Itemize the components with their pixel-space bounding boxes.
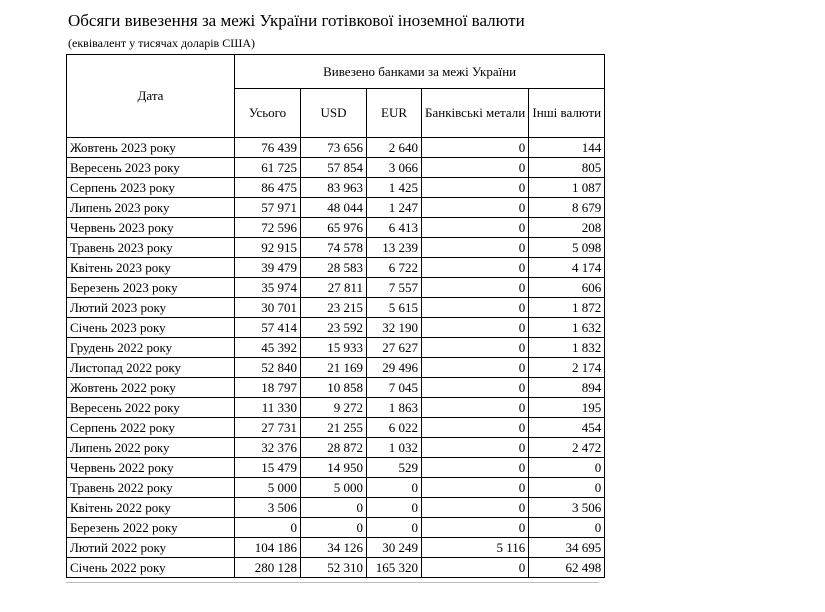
cell-bank-metals: 0 <box>422 178 529 198</box>
cell-total: 39 479 <box>235 258 301 278</box>
cell-eur: 2 640 <box>367 138 422 158</box>
cell-other-currencies: 4 174 <box>529 258 605 278</box>
cell-usd: 10 858 <box>301 378 367 398</box>
row-date: Березень 2023 року <box>67 278 235 298</box>
row-date: Жовтень 2022 року <box>67 378 235 398</box>
column-header-other-currencies: Інші валюти <box>529 89 605 138</box>
cell-other-currencies: 0 <box>529 518 605 538</box>
cell-usd: 57 854 <box>301 158 367 178</box>
cell-total: 57 971 <box>235 198 301 218</box>
cell-bank-metals: 0 <box>422 398 529 418</box>
row-date: Грудень 2022 року <box>67 338 235 358</box>
row-date: Серпень 2022 року <box>67 418 235 438</box>
table-row <box>67 178 605 198</box>
table-body <box>67 138 605 578</box>
table-row <box>67 558 605 578</box>
cell-other-currencies: 195 <box>529 398 605 418</box>
cell-total: 86 475 <box>235 178 301 198</box>
cell-total: 104 186 <box>235 538 301 558</box>
cell-total: 92 915 <box>235 238 301 258</box>
column-header-total: Усього <box>235 89 301 138</box>
cell-total: 15 479 <box>235 458 301 478</box>
cell-bank-metals: 0 <box>422 338 529 358</box>
cell-bank-metals: 0 <box>422 278 529 298</box>
row-date: Липень 2023 року <box>67 198 235 218</box>
table-row <box>67 138 605 158</box>
cell-other-currencies: 2 472 <box>529 438 605 458</box>
cell-total: 45 392 <box>235 338 301 358</box>
cell-usd: 0 <box>301 498 367 518</box>
cell-bank-metals: 0 <box>422 298 529 318</box>
cell-usd: 21 255 <box>301 418 367 438</box>
row-date: Лютий 2023 року <box>67 298 235 318</box>
row-date: Травень 2022 року <box>67 478 235 498</box>
cell-eur: 27 627 <box>367 338 422 358</box>
cell-usd: 48 044 <box>301 198 367 218</box>
bottom-divider <box>66 582 599 583</box>
date-column-header: Дата <box>67 55 235 138</box>
table-row <box>67 518 605 538</box>
cell-eur: 1 247 <box>367 198 422 218</box>
table-row <box>67 418 605 438</box>
cell-usd: 28 583 <box>301 258 367 278</box>
cell-eur: 0 <box>367 478 422 498</box>
cell-other-currencies: 0 <box>529 478 605 498</box>
cell-total: 5 000 <box>235 478 301 498</box>
table-header <box>67 55 605 138</box>
table-row <box>67 538 605 558</box>
cell-usd: 23 215 <box>301 298 367 318</box>
row-date: Січень 2022 року <box>67 558 235 578</box>
table-row <box>67 338 605 358</box>
cell-total: 0 <box>235 518 301 538</box>
table-row <box>67 238 605 258</box>
table-row <box>67 198 605 218</box>
cell-bank-metals: 0 <box>422 358 529 378</box>
cell-usd: 27 811 <box>301 278 367 298</box>
cell-eur: 1 032 <box>367 438 422 458</box>
cell-bank-metals: 0 <box>422 438 529 458</box>
cell-total: 57 414 <box>235 318 301 338</box>
cell-bank-metals: 0 <box>422 258 529 278</box>
cell-total: 27 731 <box>235 418 301 438</box>
cell-total: 30 701 <box>235 298 301 318</box>
cell-other-currencies: 208 <box>529 218 605 238</box>
column-header-usd: USD <box>301 89 367 138</box>
cell-other-currencies: 144 <box>529 138 605 158</box>
cell-total: 76 439 <box>235 138 301 158</box>
cell-total: 72 596 <box>235 218 301 238</box>
cell-usd: 0 <box>301 518 367 538</box>
cell-bank-metals: 0 <box>422 198 529 218</box>
cell-other-currencies: 8 679 <box>529 198 605 218</box>
cell-total: 3 506 <box>235 498 301 518</box>
row-date: Квітень 2023 року <box>67 258 235 278</box>
cell-usd: 74 578 <box>301 238 367 258</box>
row-date: Липень 2022 року <box>67 438 235 458</box>
row-date: Вересень 2023 року <box>67 158 235 178</box>
cell-other-currencies: 1 632 <box>529 318 605 338</box>
header-row-group <box>67 55 605 89</box>
row-date: Квітень 2022 року <box>67 498 235 518</box>
cell-usd: 65 976 <box>301 218 367 238</box>
table-row <box>67 218 605 238</box>
cell-bank-metals: 0 <box>422 158 529 178</box>
table-row <box>67 258 605 278</box>
cell-usd: 28 872 <box>301 438 367 458</box>
cell-eur: 529 <box>367 458 422 478</box>
cell-eur: 13 239 <box>367 238 422 258</box>
cell-other-currencies: 1 832 <box>529 338 605 358</box>
cell-other-currencies: 1 872 <box>529 298 605 318</box>
row-date: Березень 2022 року <box>67 518 235 538</box>
cell-total: 61 725 <box>235 158 301 178</box>
cell-total: 11 330 <box>235 398 301 418</box>
cell-total: 35 974 <box>235 278 301 298</box>
cell-total: 280 128 <box>235 558 301 578</box>
cell-other-currencies: 34 695 <box>529 538 605 558</box>
cell-usd: 52 310 <box>301 558 367 578</box>
row-date: Жовтень 2023 року <box>67 138 235 158</box>
cell-eur: 6 022 <box>367 418 422 438</box>
cell-other-currencies: 5 098 <box>529 238 605 258</box>
cell-bank-metals: 5 116 <box>422 538 529 558</box>
cell-bank-metals: 0 <box>422 518 529 538</box>
row-date: Серпень 2023 року <box>67 178 235 198</box>
cell-eur: 7 045 <box>367 378 422 398</box>
cell-eur: 1 863 <box>367 398 422 418</box>
cell-usd: 73 656 <box>301 138 367 158</box>
cell-other-currencies: 62 498 <box>529 558 605 578</box>
cell-eur: 5 615 <box>367 298 422 318</box>
cell-other-currencies: 805 <box>529 158 605 178</box>
cell-other-currencies: 2 174 <box>529 358 605 378</box>
row-date: Лютий 2022 року <box>67 538 235 558</box>
column-header-bank-metals: Банківські метали <box>422 89 529 138</box>
cell-bank-metals: 0 <box>422 218 529 238</box>
currency-export-table <box>66 54 605 578</box>
cell-bank-metals: 0 <box>422 458 529 478</box>
cell-eur: 29 496 <box>367 358 422 378</box>
table-row <box>67 318 605 338</box>
table-row <box>67 438 605 458</box>
cell-eur: 7 557 <box>367 278 422 298</box>
cell-eur: 32 190 <box>367 318 422 338</box>
group-header: Вивезено банками за межі України <box>235 55 605 89</box>
cell-bank-metals: 0 <box>422 318 529 338</box>
column-header-eur: EUR <box>367 89 422 138</box>
row-date: Листопад 2022 року <box>67 358 235 378</box>
cell-other-currencies: 3 506 <box>529 498 605 518</box>
table-row <box>67 398 605 418</box>
table-row <box>67 478 605 498</box>
page-title: Обсяги вивезення за межі України готівкової іноземної валюти <box>68 11 525 30</box>
cell-bank-metals: 0 <box>422 498 529 518</box>
cell-total: 52 840 <box>235 358 301 378</box>
cell-usd: 21 169 <box>301 358 367 378</box>
cell-other-currencies: 1 087 <box>529 178 605 198</box>
cell-eur: 3 066 <box>367 158 422 178</box>
cell-eur: 0 <box>367 518 422 538</box>
row-date: Січень 2023 року <box>67 318 235 338</box>
cell-other-currencies: 894 <box>529 378 605 398</box>
cell-other-currencies: 0 <box>529 458 605 478</box>
cell-eur: 6 413 <box>367 218 422 238</box>
cell-other-currencies: 454 <box>529 418 605 438</box>
row-date: Червень 2022 року <box>67 458 235 478</box>
table-row <box>67 298 605 318</box>
cell-eur: 1 425 <box>367 178 422 198</box>
cell-usd: 34 126 <box>301 538 367 558</box>
cell-eur: 0 <box>367 498 422 518</box>
cell-bank-metals: 0 <box>422 378 529 398</box>
cell-bank-metals: 0 <box>422 238 529 258</box>
cell-bank-metals: 0 <box>422 478 529 498</box>
cell-usd: 14 950 <box>301 458 367 478</box>
cell-bank-metals: 0 <box>422 138 529 158</box>
cell-eur: 165 320 <box>367 558 422 578</box>
table-row <box>67 278 605 298</box>
cell-total: 32 376 <box>235 438 301 458</box>
cell-total: 18 797 <box>235 378 301 398</box>
cell-usd: 5 000 <box>301 478 367 498</box>
cell-usd: 23 592 <box>301 318 367 338</box>
cell-usd: 15 933 <box>301 338 367 358</box>
table-row <box>67 358 605 378</box>
table-row <box>67 378 605 398</box>
page-subtitle: (еквівалент у тисячах доларів США) <box>68 36 255 50</box>
table-row <box>67 158 605 178</box>
cell-bank-metals: 0 <box>422 418 529 438</box>
cell-eur: 30 249 <box>367 538 422 558</box>
row-date: Червень 2023 року <box>67 218 235 238</box>
cell-eur: 6 722 <box>367 258 422 278</box>
cell-usd: 9 272 <box>301 398 367 418</box>
cell-other-currencies: 606 <box>529 278 605 298</box>
row-date: Травень 2023 року <box>67 238 235 258</box>
table-row <box>67 458 605 478</box>
row-date: Вересень 2022 року <box>67 398 235 418</box>
table-row <box>67 498 605 518</box>
cell-usd: 83 963 <box>301 178 367 198</box>
cell-bank-metals: 0 <box>422 558 529 578</box>
